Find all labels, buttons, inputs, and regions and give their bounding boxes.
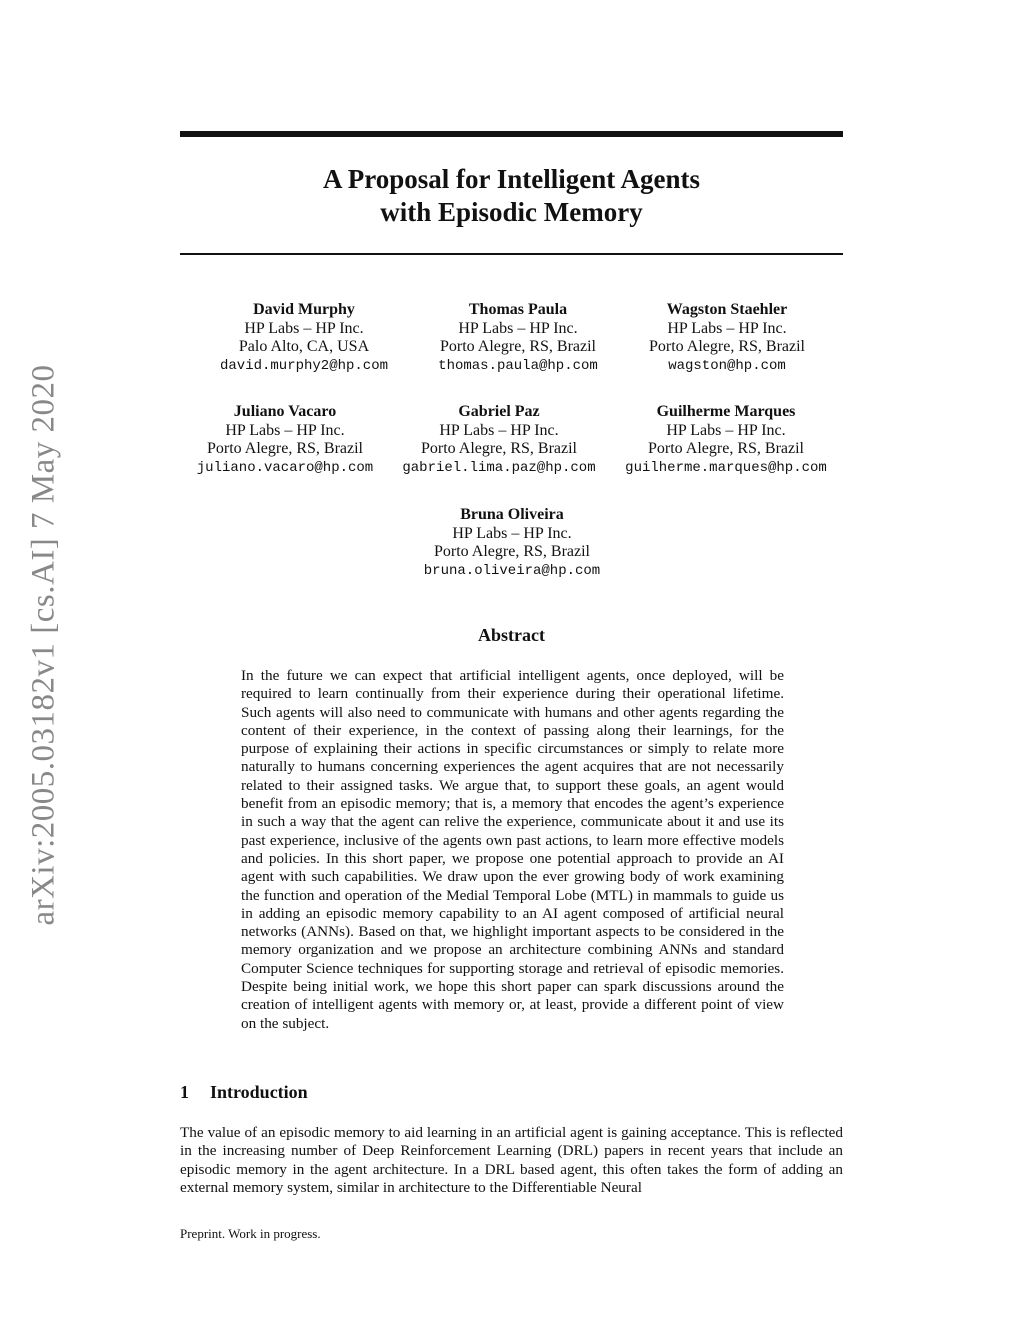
title-top-rule	[180, 131, 843, 137]
author-affiliation: HP Labs – HP Inc.	[667, 319, 787, 337]
author-name: Thomas Paula	[468, 301, 568, 318]
author-affiliation: HP Labs – HP Inc.	[244, 319, 364, 337]
author-block	[179, 301, 429, 375]
section-title: Introduction	[210, 1082, 308, 1102]
author-email[interactable]: david.murphy2@hp.com	[219, 357, 389, 374]
abstract-heading: Abstract	[478, 625, 545, 645]
author-email[interactable]: juliano.vacaro@hp.com	[196, 459, 374, 476]
author-location: Palo Alto, CA, USA	[238, 338, 370, 355]
author-affiliation: HP Labs – HP Inc.	[452, 524, 572, 542]
author-location: Porto Alegre, RS, Brazil	[648, 440, 804, 457]
arxiv-watermark: arXiv:2005.03182v1 [cs.AI] 7 May 2020	[25, 364, 62, 926]
author-block	[374, 403, 624, 477]
title-line-1: A Proposal for Intelligent Agents	[322, 164, 700, 194]
author-name: Guilherme Marques	[656, 403, 796, 420]
author-name: Bruna Oliveira	[460, 506, 564, 523]
title-bottom-rule	[180, 253, 843, 255]
author-name: Gabriel Paz	[458, 403, 540, 420]
author-affiliation: HP Labs – HP Inc.	[225, 421, 345, 439]
author-email[interactable]: thomas.paula@hp.com	[438, 357, 598, 374]
author-location: Porto Alegre, RS, Brazil	[421, 440, 577, 457]
author-block	[601, 403, 851, 477]
author-block	[602, 301, 852, 375]
author-email[interactable]: gabriel.lima.paz@hp.com	[402, 459, 596, 476]
author-location: Porto Alegre, RS, Brazil	[207, 440, 363, 457]
abstract-text: In the future we can expect that artificial intelligent agents, once deployed, will be required to learn continually from their experience during their operational lifetime. Such agents will also need to communicate with humans and other agents regarding the content of their experience, in the context of passing along their learnings, for the purpose of explaining their actions in specific circumstances or simply to relate more naturally to humans concerning experiences the agent acquires that are not necessarily related to their assigned tasks. We argue that, to support these goals, an agent would benefit from an episodic memory; that is, a memory that encodes the agent’s experience in such a way that the agent can relive the experience, communicate about it and use its past experience, inclusive of the agents own past actions, to learn more effective models and policies. In this short paper, we propose one potential approach to provide an AI agent with such capabilities. We draw upon the ever growing body of work examining the function and operation of the Medial Temporal Lobe (MTL) in mammals to guide us in adding an episodic memory capability to an AI agent composed of artificial neural networks (ANNs). Based on that, we highlight important aspects to be considered in the memory organization and we propose an architecture combining ANNs and standard Computer Science techniques for supporting storage and retrieval of episodic memories. Despite being initial work, we hope this short paper can spark discussions around the creation of intelligent agents with memory or, at least, provide a different point of view on the subject.	[241, 667, 784, 1032]
section-number: 1	[180, 1082, 189, 1102]
title-line-2: with Episodic Memory	[380, 197, 643, 227]
author-email[interactable]: bruna.oliveira@hp.com	[423, 562, 601, 579]
author-affiliation: HP Labs – HP Inc.	[458, 319, 578, 337]
author-affiliation: HP Labs – HP Inc.	[666, 421, 786, 439]
author-email[interactable]: guilherme.marques@hp.com	[625, 459, 827, 476]
author-location: Porto Alegre, RS, Brazil	[434, 543, 590, 560]
paper-title	[180, 163, 843, 229]
author-name: Wagston Staehler	[666, 301, 788, 318]
author-block	[387, 506, 637, 580]
author-location: Porto Alegre, RS, Brazil	[649, 338, 805, 355]
author-email[interactable]: wagston@hp.com	[668, 357, 786, 374]
section-heading	[180, 1082, 308, 1103]
author-affiliation: HP Labs – HP Inc.	[439, 421, 559, 439]
author-block	[160, 403, 410, 477]
author-name: Juliano Vacaro	[233, 403, 337, 420]
author-location: Porto Alegre, RS, Brazil	[440, 338, 596, 355]
preprint-footnote: Preprint. Work in progress.	[180, 1226, 321, 1241]
author-name: David Murphy	[253, 301, 355, 318]
introduction-text: The value of an episodic memory to aid learning in an artificial agent is gaining acceptance. This is reflected in the increasing number of Deep Reinforcement Learning (DRL) papers in recent years that include an episodic memory in the agent architecture. In a DRL based agent, this often takes the form of adding an external memory system, similar in architecture to the Differentiable Neural	[180, 1124, 843, 1196]
